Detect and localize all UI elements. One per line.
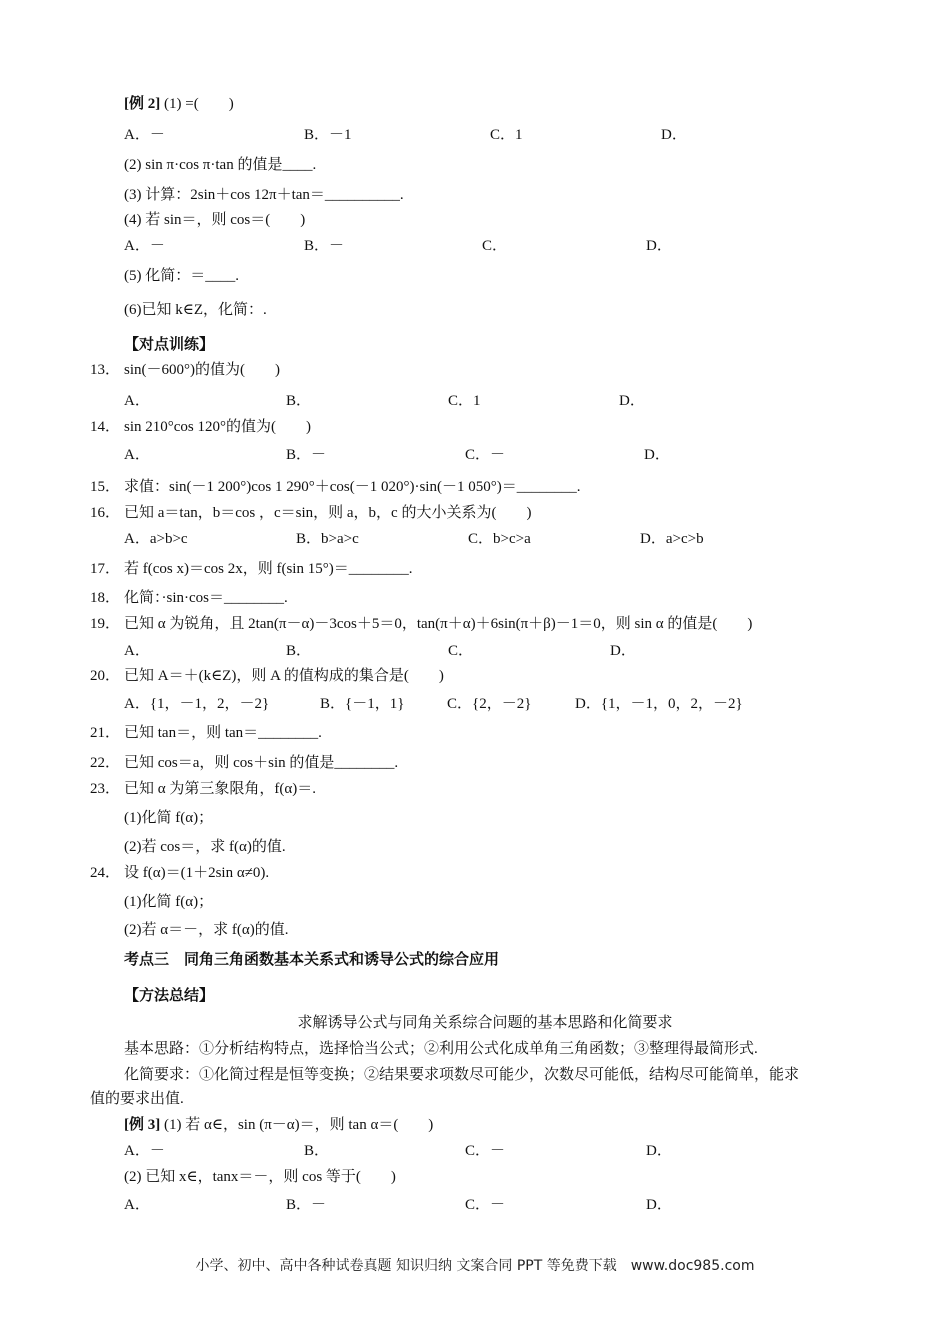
problem-number: 15．: [90, 479, 121, 495]
option: C．: [448, 643, 474, 659]
option: C．－: [465, 447, 506, 463]
example2-label: [例 2]: [124, 96, 161, 112]
problem-text: 求值：sin(－1 200°)cos 1 290°＋cos(－1 020°)·sin(－1 050°)＝________.: [124, 479, 581, 495]
problem-23-sub2: (2)若 cos＝，求 f(α)的值.: [124, 839, 286, 855]
problem-18: [90, 588, 288, 608]
problem-text: 已知 tan＝，则 tan＝________.: [124, 725, 322, 741]
option: D．: [646, 1197, 672, 1213]
problem-19: [90, 614, 752, 634]
method-center-title: 求解诱导公式与同角关系综合问题的基本思路和化简要求: [297, 1015, 673, 1031]
option: C．1: [490, 127, 523, 143]
example3-q2: (2) 已知 x∈，tanx＝－，则 cos 等于( ): [124, 1169, 396, 1185]
problem-number: 18．: [90, 590, 121, 606]
option: A．: [124, 393, 150, 409]
problem-21: [90, 723, 322, 743]
option: C．b>c>a: [468, 531, 531, 547]
option: A．: [124, 643, 150, 659]
problem-text: 若 f(cos x)＝cos 2x，则 f(sin 15°)＝________.: [124, 561, 413, 577]
option: B．－1: [304, 127, 352, 143]
option: A．－: [124, 1143, 165, 1159]
option: B．: [286, 643, 312, 659]
example3-q1: [124, 1115, 433, 1135]
method-title: 【方法总结】: [124, 988, 215, 1004]
example2-q6: (6)已知 k∈Z，化简：.: [124, 302, 267, 318]
option: B．: [286, 393, 312, 409]
problem-14: [90, 417, 311, 437]
option: B．－: [304, 238, 345, 254]
option: C．: [482, 238, 508, 254]
example2-q1-text: (1) =( ): [164, 96, 234, 112]
problem-text: sin(－600°)的值为( ): [124, 362, 280, 378]
example3-label: [例 3]: [124, 1117, 161, 1133]
option: B．b>a>c: [296, 531, 359, 547]
problem-number: 22．: [90, 755, 121, 771]
page-footer: 小学、初中、高中各种试卷真题 知识归纳 文案合同 PPT 等免费下载 www.doc985.com: [195, 1258, 755, 1274]
problem-text: 已知 cos＝a，则 cos＋sin 的值是________.: [124, 755, 399, 771]
problem-22: [90, 753, 398, 773]
method-simplify-line2: 值的要求出值.: [90, 1091, 184, 1107]
problem-number: 19．: [90, 616, 121, 632]
option: C．{2，－2}: [447, 696, 532, 712]
option: D．a>c>b: [640, 531, 704, 547]
option: B．{－1，1}: [320, 696, 405, 712]
method-basic: 基本思路：①分析结构特点，选择恰当公式；②利用公式化成单角三角函数；③整理得最简形式.: [124, 1041, 758, 1057]
option: A．－: [124, 127, 165, 143]
problem-13: [90, 360, 280, 380]
problem-23: [90, 779, 316, 799]
problem-number: 23．: [90, 781, 121, 797]
option: D．: [644, 447, 670, 463]
problem-text: 已知 A＝＋(k∈Z)，则 A 的值构成的集合是( ): [124, 668, 444, 684]
problem-number: 13．: [90, 362, 121, 378]
option: D．: [661, 127, 687, 143]
problem-20: [90, 666, 444, 686]
problem-text: 已知 a＝tan，b＝cos ，c＝sin，则 a，b，c 的大小关系为( ): [124, 505, 532, 521]
section-title: 考点三 同角三角函数基本关系式和诱导公式的综合应用: [124, 952, 500, 968]
problem-24: [90, 863, 269, 883]
option: D．: [619, 393, 645, 409]
option: A．－: [124, 238, 165, 254]
example2-q1: [124, 94, 234, 114]
option: A．{1，－1，2，－2}: [124, 696, 270, 712]
option: B．－: [286, 447, 327, 463]
example2-q5: (5) 化简：＝____.: [124, 268, 239, 284]
problem-number: 14．: [90, 419, 121, 435]
problem-17: [90, 559, 412, 579]
option: C．1: [448, 393, 481, 409]
example2-q2: (2) sin π·cos π·tan 的值是____.: [124, 157, 317, 173]
option: C．－: [465, 1143, 506, 1159]
option: D．: [610, 643, 636, 659]
problem-text: 化简：·sin·cos＝________.: [124, 590, 288, 606]
option: B．: [304, 1143, 330, 1159]
problem-24-sub1: (1)化简 f(α)；: [124, 894, 214, 910]
problem-number: 20．: [90, 668, 121, 684]
problem-text: 已知 α 为锐角，且 2tan(π－α)－3cos＋5＝0，tan(π＋α)＋6sin(π＋β)－1＝0，则 sin α 的值是( ): [124, 616, 753, 632]
problem-text: 设 f(α)＝(1＋2sin α≠0).: [124, 865, 270, 881]
example3-q1-text: (1) 若 α∈，sin (π－α)＝，则 tan α＝( ): [164, 1117, 434, 1133]
problem-16: [90, 503, 531, 523]
problem-number: 16．: [90, 505, 121, 521]
example2-q4: (4) 若 sin＝，则 cos＝( ): [124, 212, 306, 228]
method-simplify-line1: 化简要求：①化简过程是恒等变换；②结果要求项数尽可能少，次数尽可能低，结构尽可能简单，能求: [124, 1067, 800, 1083]
option: C．－: [465, 1197, 506, 1213]
problem-text: 已知 α 为第三象限角，f(α)＝.: [124, 781, 316, 797]
problem-number: 17．: [90, 561, 121, 577]
problem-number: 24．: [90, 865, 121, 881]
option: B．－: [286, 1197, 327, 1213]
example2-q3: (3) 计算：2sin＋cos 12π＋tan＝__________.: [124, 187, 404, 203]
problem-24-sub2: (2)若 α＝－，求 f(α)的值.: [124, 922, 289, 938]
option: D．: [646, 238, 672, 254]
training-title: 【对点训练】: [124, 337, 215, 353]
problem-text: sin 210°cos 120°的值为( ): [124, 419, 311, 435]
problem-23-sub1: (1)化简 f(α)；: [124, 810, 214, 826]
option: D．{1，－1，0，2，－2}: [575, 696, 743, 712]
option: A．a>b>c: [124, 531, 188, 547]
option: A．: [124, 447, 150, 463]
option: A．: [124, 1197, 150, 1213]
problem-number: 21．: [90, 725, 121, 741]
problem-15: [90, 477, 580, 497]
option: D．: [646, 1143, 672, 1159]
